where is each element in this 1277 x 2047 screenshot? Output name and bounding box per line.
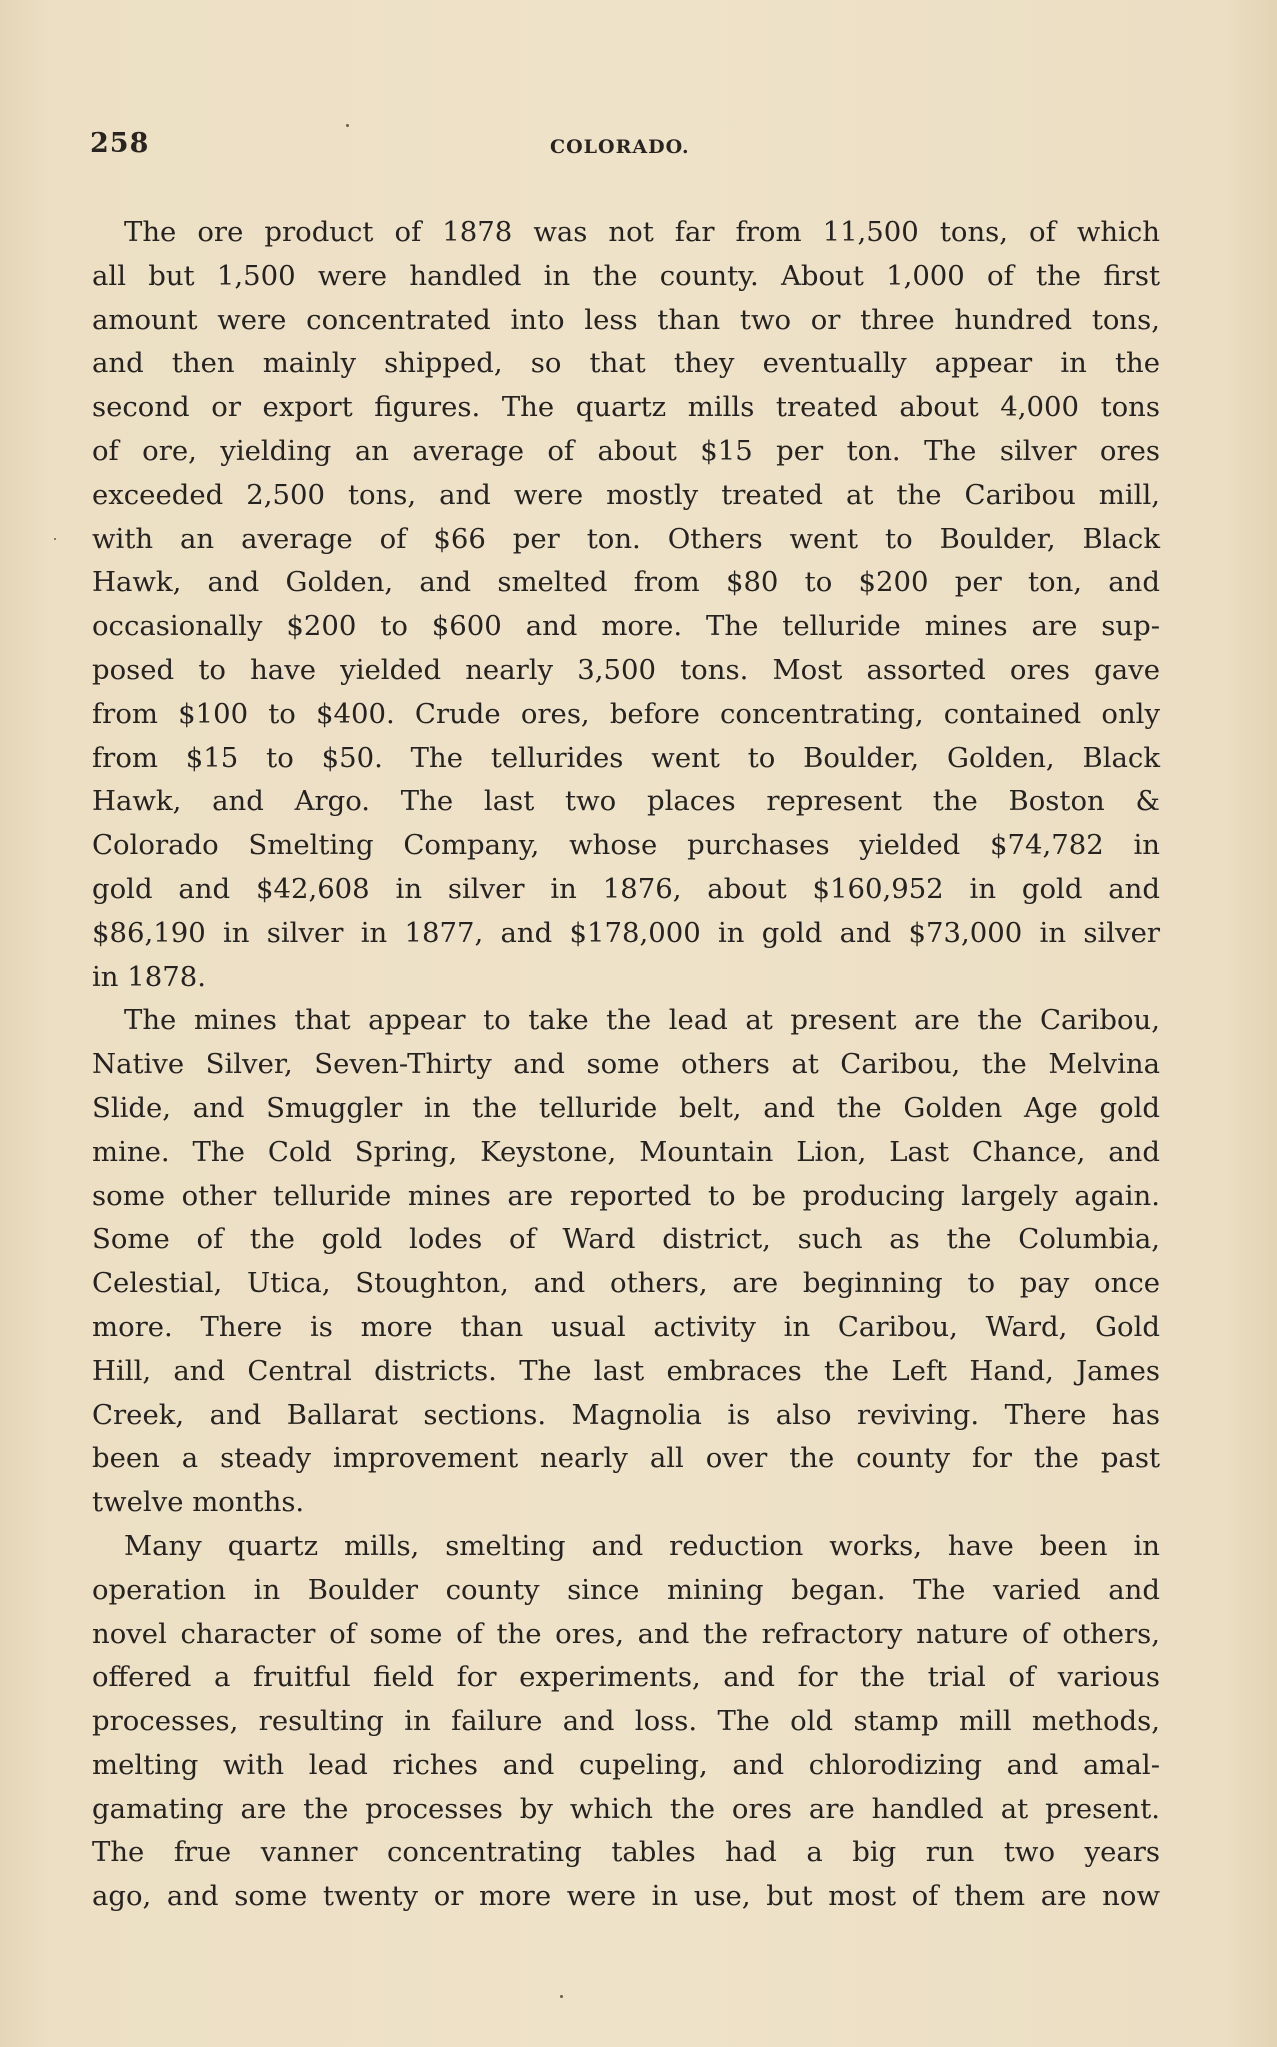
text-line: melting with lead riches and cupeling, and chlorodizing and amal- [92,1748,1160,1781]
text-line: exceeded 2,500 tons, and were mostly treated at the Caribou mill, [92,478,1160,511]
text-line: mine. The Cold Spring, Keystone, Mountain Lion, Last Chance, and [92,1135,1160,1168]
text-line: twelve months. [92,1486,305,1519]
text-line: in 1878. [92,960,206,993]
text-line: with an average of $66 per ton. Others went to Boulder, Black [92,522,1160,555]
text-line: The ore product of 1878 was not far from 11,500 tons, of which [124,216,1160,248]
text-line: The frue vanner concentrating tables had a big run two years [92,1836,1160,1869]
text-line: novel character of some of the ores, and the refractory nature of others, [92,1617,1160,1650]
text-line: and then mainly shipped, so that they eventually appear in the [92,347,1160,380]
text-line: processes, resulting in failure and loss. The old stamp mill methods, [92,1705,1160,1738]
paper-speck [346,124,349,127]
text-line: Creek, and Ballarat sections. Magnolia is also reviving. There has [92,1398,1160,1431]
paragraph [92,999,1160,1525]
text-line: offered a fruitful field for experiments, and for the trial of various [92,1661,1160,1694]
page-header [90,128,1165,168]
body-text [92,211,1160,1919]
running-head: COLORADO. [550,136,690,158]
text-line: more. There is more than usual activity in Caribou, Ward, Gold [92,1310,1160,1343]
text-line: $86,190 in silver in 1877, and $178,000 in gold and $73,000 in silver [92,916,1160,949]
text-line: The mines that appear to take the lead at present are the Caribou, [124,1004,1160,1037]
text-line: gold and $42,608 in silver in 1876, about $160,952 in gold and [92,872,1160,905]
paper-speck [560,1995,563,1998]
text-line: Some of the gold lodes of Ward district, such as the Columbia, [92,1223,1160,1256]
text-line: Slide, and Smuggler in the telluride belt, and the Golden Age gold [92,1091,1160,1124]
text-line: amount were concentrated into less than two or three hundred tons, [92,303,1160,336]
text-line: operation in Boulder county since mining began. The varied and [92,1573,1160,1606]
text-line: posed to have yielded nearly 3,500 tons. Most assorted ores gave [92,653,1160,686]
paper-speck [54,538,56,540]
text-line: Native Silver, Seven-Thirty and some others at Caribou, the Melvina [92,1048,1160,1081]
text-line: been a steady improvement nearly all over the county for the past [92,1442,1160,1475]
text-line: some other telluride mines are reported to be producing largely again. [92,1179,1160,1212]
text-line: all but 1,500 were handled in the county. About 1,000 of the first [92,259,1160,292]
text-line: Hill, and Central districts. The last embraces the Left Hand, James [92,1354,1160,1387]
page-number: 258 [90,128,150,159]
text-line: Colorado Smelting Company, whose purchases yielded $74,782 in [92,829,1160,862]
text-line: from $100 to $400. Crude ores, before concentrating, contained only [92,697,1160,730]
text-line: of ore, yielding an average of about $15 per ton. The silver ores [92,434,1160,467]
text-line: Celestial, Utica, Stoughton, and others, are beginning to pay once [92,1267,1160,1300]
text-line: ago, and some twenty or more were in use, but most of them are now [92,1880,1160,1913]
text-line: Hawk, and Golden, and smelted from $80 to $200 per ton, and [92,566,1160,599]
paragraph [92,1525,1160,1919]
text-line: Many quartz mills, smelting and reduction works, have been in [124,1529,1160,1562]
text-line: second or export figures. The quartz mills treated about 4,000 tons [92,391,1160,424]
text-line: Hawk, and Argo. The last two places represent the Boston & [92,785,1160,818]
paragraph [92,211,1160,999]
text-line: occasionally $200 to $600 and more. The telluride mines are sup- [92,610,1160,643]
text-line: gamating are the processes by which the ores are handled at present. [92,1792,1160,1825]
text-line: from $15 to $50. The tellurides went to Boulder, Golden, Black [92,741,1160,774]
